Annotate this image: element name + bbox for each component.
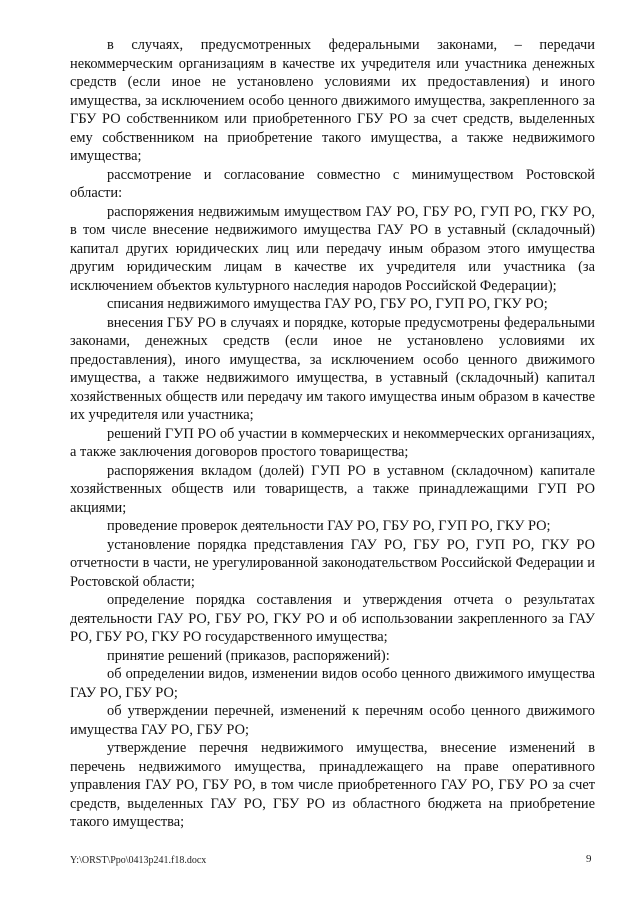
- paragraph: в случаях, предусмотренных федеральными законами, – передачи некоммерческим организациям в качестве их учредителя или участника денежных средств (если иное не установлено условиями их предоставления) и иного имущества, за исключением особо ценного движимого имущества, закрепленного за ГБУ РО собственником или приобретенного ГБУ РО за счет средств, выделенных ему собственником на приобретение такого имущества, а также недвижимого имущества;: [70, 37, 595, 164]
- paragraph: решений ГУП РО об участии в коммерческих и некоммерческих организациях, а также заключения договоров простого товарищества;: [70, 425, 595, 460]
- paragraph: проведение проверок деятельности ГАУ РО, ГБУ РО, ГУП РО, ГКУ РО;: [107, 518, 551, 534]
- paragraph: внесения ГБУ РО в случаях и порядке, которые предусмотрены федеральными законами, денежных средств (если иное не установлено условиями их предоставления), иного имущества, за исключением особо ценного движимого имущества, а также недвижимого имущества, в уставный (складочный) капитал хозяйственных обществ или передачу им такого имущества иным образом в качестве их учредителя или участника;: [70, 314, 595, 423]
- footer-file-path: Y:\ORST\Ppo\0413p241.f18.docx: [70, 855, 207, 866]
- page-number: 9: [586, 853, 592, 865]
- paragraph: установление порядка представления ГАУ РО, ГБУ РО, ГУП РО, ГКУ РО отчетности в части, не урегулированной законодательством Российской Федерации и Ростовской области;: [70, 536, 595, 590]
- paragraph: утверждение перечня недвижимого имущества, внесение изменений в перечень недвижимого имущества, принадлежащего на праве оперативного управления ГАУ РО, ГБУ РО, в том числе приобретенного ГАУ РО, ГБУ РО за счет средств, выделенных ГАУ РО, ГБУ РО из областного бюджета на приобретение такого имущества;: [70, 740, 595, 830]
- paragraph: принятие решений (приказов, распоряжений):: [107, 647, 390, 664]
- document-body: [70, 36, 595, 832]
- paragraph: распоряжения вкладом (долей) ГУП РО в уставном (складочном) капитале хозяйственных обществ или товариществ, а также принадлежащими ГУП РО акциями;: [70, 462, 595, 516]
- paragraph: об утверждении перечней, изменений к перечням особо ценного движимого имущества ГАУ РО, ГБУ РО;: [70, 703, 595, 738]
- paragraph: определение порядка составления и утверждения отчета о результатах деятельности ГАУ РО, ГБУ РО, ГКУ РО и об использовании закрепленного за ГАУ РО, ГБУ РО, ГКУ РО государственного имущества;: [70, 592, 595, 645]
- paragraph: распоряжения недвижимым имуществом ГАУ РО, ГБУ РО, ГУП РО, ГКУ РО, в том числе внесение недвижимого имущества ГАУ РО в уставный (складочный) капитал других юридических лиц или передачу иным образом этого имущества другим юридическим лицам в качестве их учредителя или участника (за исключением объектов культурного наследия народов Российской Федерации);: [70, 203, 595, 294]
- paragraph: об определении видов, изменении видов особо ценного движимого имущества ГАУ РО, ГБУ РО;: [70, 666, 595, 701]
- paragraph: списания недвижимого имущества ГАУ РО, ГБУ РО, ГУП РО, ГКУ РО;: [107, 296, 548, 312]
- paragraph: рассмотрение и согласование совместно с минимуществом Ростовской области:: [70, 166, 595, 201]
